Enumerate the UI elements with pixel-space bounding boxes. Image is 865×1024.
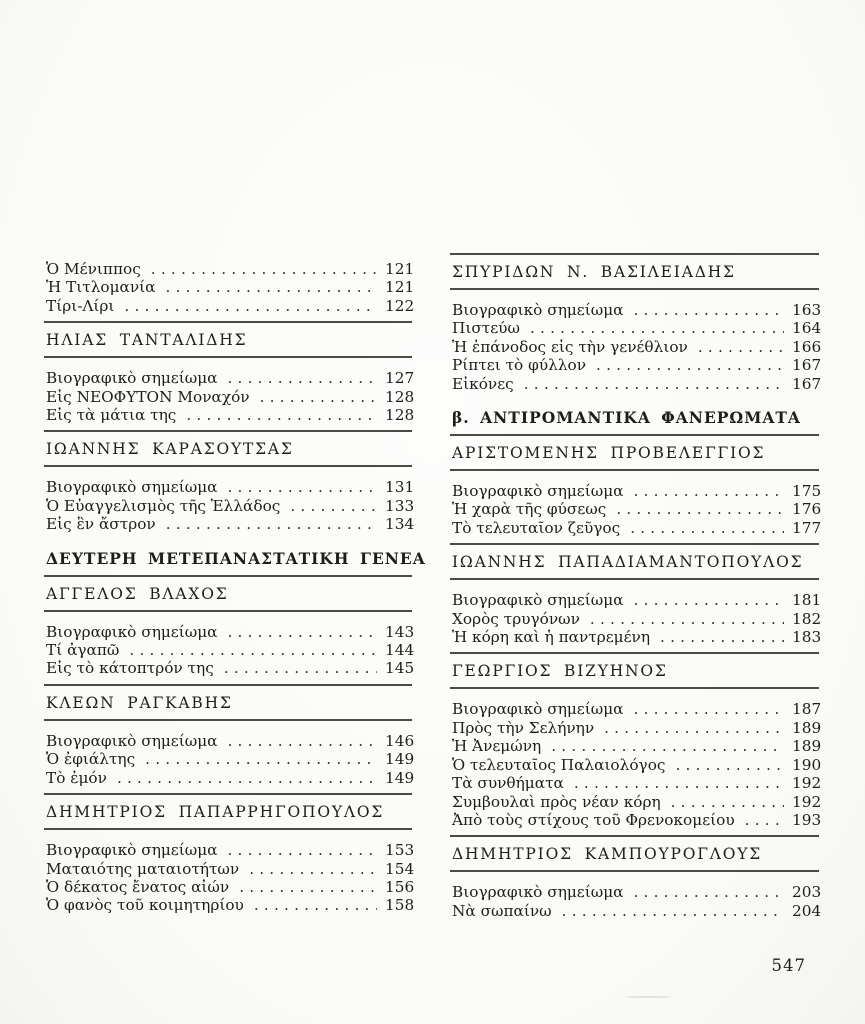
entry-group: [450, 580, 822, 652]
dot-leader: [227, 478, 377, 496]
toc-entry: [450, 518, 822, 537]
dot-leader: [290, 497, 377, 515]
entry-page-number: 166: [792, 337, 822, 356]
entry-page-number: 203: [792, 883, 822, 902]
toc-entry: [450, 500, 822, 519]
toc-entry: [450, 774, 822, 793]
toc-entry: [44, 387, 415, 406]
toc-entry: [450, 591, 822, 610]
dot-leader: [590, 610, 784, 628]
entry-title: Τὸ ἐμόν: [46, 768, 107, 787]
entry-page-number: 183: [792, 628, 822, 647]
toc-entry: [450, 883, 822, 902]
scan-artifact: [625, 996, 671, 998]
entry-title: Ἀπὸ τοὺς στίχους τοῦ Φρενοκομείου: [452, 810, 735, 829]
toc-entry: [450, 755, 822, 774]
dot-leader: [166, 515, 377, 533]
dot-leader: [530, 319, 784, 337]
entry-title: Συμβουλαὶ πρὸς νέαν κόρη: [452, 792, 661, 811]
entry-page-number: 149: [385, 750, 415, 769]
entry-page-number: 158: [385, 896, 415, 915]
toc-entry: [450, 810, 822, 829]
toc-entry: [44, 406, 415, 425]
entry-title: Χορὸς τρυγόνων: [452, 609, 580, 628]
dot-leader: [227, 732, 377, 750]
toc-entry: [44, 296, 415, 315]
toc-entry: [44, 859, 415, 878]
entry-title: Ἡ Τιτλομανία: [46, 278, 156, 297]
entry-title: Τίρι-Λίρι: [46, 296, 115, 315]
entry-group: [450, 872, 822, 926]
entry-title: Ὁ Εὐαγγελισμὸς τῆς Ἑλλάδος: [46, 496, 281, 515]
entry-title: Νὰ σωπαίνω: [452, 901, 552, 920]
toc-entry: [450, 718, 822, 737]
dot-leader: [633, 700, 784, 718]
entry-title: Τὰ συνθήματα: [452, 774, 564, 793]
entry-page-number: 146: [385, 731, 415, 750]
toc-entry: [450, 301, 822, 319]
toc-column-left: [44, 253, 426, 921]
entry-group: [44, 721, 415, 793]
toc-entry: [44, 260, 415, 278]
entry-page-number: 167: [792, 374, 822, 393]
toc-entry: [44, 750, 415, 769]
entry-page-number: 177: [792, 518, 822, 537]
entry-page-number: 181: [792, 591, 822, 610]
dot-leader: [745, 811, 784, 829]
entry-page-number: 156: [385, 877, 415, 896]
dot-leader: [524, 375, 784, 393]
dot-leader: [574, 774, 784, 792]
author-header: ΙΩΑΝΝΗΣ ΚΑΡΑΣΟΥΤΣΑΣ: [46, 440, 294, 459]
entry-page-number: 176: [792, 500, 822, 519]
entry-page-number: 121: [385, 278, 415, 297]
dot-leader: [671, 793, 784, 811]
dot-leader: [227, 369, 377, 387]
entry-group: [44, 358, 415, 430]
entry-group: [44, 467, 415, 539]
entry-title: Βιογραφικὸ σημείωμα: [46, 841, 218, 860]
entry-page-number: 128: [385, 406, 415, 425]
toc-entry: [450, 337, 822, 356]
entry-page-number: 149: [385, 768, 415, 787]
toc-entry: [450, 609, 822, 628]
toc-entry: [44, 622, 415, 641]
entry-page-number: 144: [385, 641, 415, 660]
dot-leader: [186, 406, 377, 424]
dot-leader: [227, 841, 377, 859]
dot-leader: [633, 591, 784, 609]
dot-leader: [633, 301, 784, 319]
dot-leader: [254, 896, 377, 914]
dot-leader: [562, 902, 784, 920]
toc-entry: [44, 841, 415, 860]
entry-page-number: 121: [385, 260, 415, 278]
dot-leader: [239, 878, 377, 896]
toc-entry: [44, 278, 415, 297]
dot-leader: [166, 278, 377, 296]
entry-title: Εἰς ἓν ἄστρον: [46, 515, 156, 534]
dot-leader: [145, 750, 377, 768]
entry-page-number: 193: [792, 810, 822, 829]
dot-leader: [551, 737, 784, 755]
entry-title: Βιογραφικὸ σημείωμα: [452, 591, 624, 610]
part-header: ΔΕΥΤΕΡΗ ΜΕΤΕΠΑΝΑΣΤΑΤΙΚΗ ΓΕΝΕΑ: [46, 548, 426, 568]
entry-page-number: 192: [792, 792, 822, 811]
toc-entry: [44, 496, 415, 515]
entry-title: Βιογραφικὸ σημείωμα: [46, 369, 218, 388]
author-header: ΔΗΜΗΤΡΙΟΣ ΚΑΜΠΟΥΡΟΓΛΟΥΣ: [452, 845, 763, 864]
entry-page-number: 133: [385, 496, 415, 515]
entry-title: Ὁ τελευταῖος Παλαιολόγος: [452, 755, 666, 774]
entry-page-number: 187: [792, 700, 822, 719]
toc-entry: [450, 792, 822, 811]
entry-group: [450, 689, 822, 835]
entry-title: Τί ἀγαπῶ: [46, 641, 120, 660]
entry-page-number: 128: [385, 387, 415, 406]
entry-page-number: 127: [385, 369, 415, 388]
entry-page-number: 182: [792, 609, 822, 628]
entry-title: Εἰς τὸ κάτοπτρόν της: [46, 659, 214, 678]
entry-page-number: 131: [385, 478, 415, 497]
entry-title: Εἰς τὰ μάτια της: [46, 406, 177, 425]
toc-entry: [450, 737, 822, 756]
entry-title: Ἡ ἐπάνοδος εἰς τὴν γενέθλιον: [452, 337, 688, 356]
toc-entry: [450, 628, 822, 647]
toc-entry: [44, 896, 415, 915]
dot-leader: [596, 356, 784, 374]
entry-title: Εἰκόνες: [452, 374, 514, 393]
entry-page-number: 122: [385, 296, 415, 315]
toc-entry: [450, 319, 822, 338]
entry-page-number: 204: [792, 901, 822, 920]
dot-leader: [117, 769, 377, 787]
toc-entry: [450, 356, 822, 375]
entry-title: Βιογραφικὸ σημείωμα: [46, 622, 218, 641]
entry-title: Βιογραφικὸ σημείωμα: [46, 478, 218, 497]
entry-title: Εἰς ΝΕΟΦΥΤΟΝ Μοναχόν: [46, 387, 250, 406]
toc-entry: [44, 641, 415, 660]
author-header: ΣΠΥΡΙΔΩΝ Ν. ΒΑΣΙΛΕΙΑΔΗΣ: [452, 263, 736, 281]
toc-entry: [44, 768, 415, 787]
toc-entry: [44, 877, 415, 896]
entry-title: Πρὸς τὴν Σελήνην: [452, 718, 595, 737]
author-header: ΓΕΩΡΓΙΟΣ ΒΙΖΥΗΝΟΣ: [452, 662, 668, 681]
dot-leader: [227, 623, 377, 641]
entry-page-number: 190: [792, 755, 822, 774]
dot-leader: [249, 860, 377, 878]
entry-title: Βιογραφικὸ σημείωμα: [452, 700, 624, 719]
entry-title: Ματαιότης ματαιοτήτων: [46, 859, 240, 878]
entry-page-number: 175: [792, 482, 822, 501]
entry-title: Ἡ χαρὰ τῆς φύσεως: [452, 500, 607, 519]
dot-leader: [675, 756, 784, 774]
entry-title: Βιογραφικὸ σημείωμα: [452, 482, 624, 501]
toc-entry: [450, 901, 822, 920]
toc-entry: [44, 659, 415, 678]
entry-page-number: 143: [385, 622, 415, 641]
entry-title: Ἡ κόρη καὶ ἡ παντρεμένη: [452, 628, 651, 647]
author-header: ΙΩΑΝΝΗΣ ΠΑΠΑΔΙΑΜΑΝΤΟΠΟΥΛΟΣ: [452, 553, 804, 572]
entry-page-number: 153: [385, 841, 415, 860]
entry-page-number: 164: [792, 319, 822, 338]
entry-title: Ὁ Μένιππος: [46, 260, 141, 278]
toc-entry: [450, 482, 822, 501]
dot-leader: [698, 338, 784, 356]
dot-leader: [129, 641, 377, 659]
toc-entry: [44, 731, 415, 750]
dot-leader: [660, 628, 784, 646]
dot-leader: [630, 519, 784, 537]
entry-page-number: 145: [385, 659, 415, 678]
toc-entry: [44, 478, 415, 497]
toc-entry: [450, 700, 822, 719]
entry-title: Τὸ τελευταῖον ζεῦγος: [452, 518, 621, 537]
entry-title: Βιογραφικὸ σημείωμα: [452, 301, 624, 319]
entry-page-number: 192: [792, 774, 822, 793]
entry-page-number: 134: [385, 515, 415, 534]
entry-group: [44, 253, 415, 321]
toc-entry: [450, 374, 822, 393]
dot-leader: [124, 297, 377, 315]
entry-page-number: 189: [792, 718, 822, 737]
page-number: 547: [771, 956, 806, 975]
entry-group: [450, 471, 822, 543]
entry-title: Ὁ δέκατος ἔνατος αἰών: [46, 877, 230, 896]
entry-page-number: 189: [792, 737, 822, 756]
entry-title: Ρίπτει τὸ φύλλον: [452, 356, 587, 375]
dot-leader: [604, 719, 784, 737]
entry-page-number: 167: [792, 356, 822, 375]
entry-group: [44, 612, 415, 684]
entry-page-number: 163: [792, 301, 822, 319]
toc-column-right: [450, 253, 822, 926]
dot-leader: [224, 659, 377, 677]
entry-title: Ἡ Ἀνεμώνη: [452, 737, 542, 756]
author-header: ΑΡΙΣΤΟΜΕΝΗΣ ΠΡΟΒΕΛΕΓΓΙΟΣ: [452, 444, 766, 463]
entry-title: Ὁ ἐφιάλτης: [46, 750, 136, 769]
author-header: ΚΛΕΩΝ ΡΑΓΚΑΒΗΣ: [46, 693, 233, 712]
entry-group: [450, 290, 822, 399]
toc-entry: [44, 515, 415, 534]
toc-entry: [44, 369, 415, 388]
dot-leader: [616, 500, 784, 518]
entry-title: Πιστεύω: [452, 319, 520, 338]
dot-leader: [633, 482, 784, 500]
author-header: ΗΛΙΑΣ ΤΑΝΤΑΛΙΔΗΣ: [46, 331, 248, 350]
dot-leader: [633, 883, 784, 901]
entry-page-number: 154: [385, 859, 415, 878]
entry-title: Βιογραφικὸ σημείωμα: [452, 883, 624, 902]
dot-leader: [260, 388, 377, 406]
author-header: ΔΗΜΗΤΡΙΟΣ ΠΑΠΑΡΡΗΓΟΠΟΥΛΟΣ: [46, 803, 385, 822]
entry-title: Βιογραφικὸ σημείωμα: [46, 731, 218, 750]
dot-leader: [151, 260, 377, 278]
entry-title: Ὁ φανὸς τοῦ κοιμητηρίου: [46, 896, 244, 915]
part-header: β. ΑΝΤΙΡΟΜΑΝΤΙΚΑ ΦΑΝΕΡΩΜΑΤΑ: [452, 408, 801, 428]
entry-group: [44, 830, 415, 921]
author-header: ΑΓΓΕΛΟΣ ΒΛΑΧΟΣ: [46, 584, 229, 603]
